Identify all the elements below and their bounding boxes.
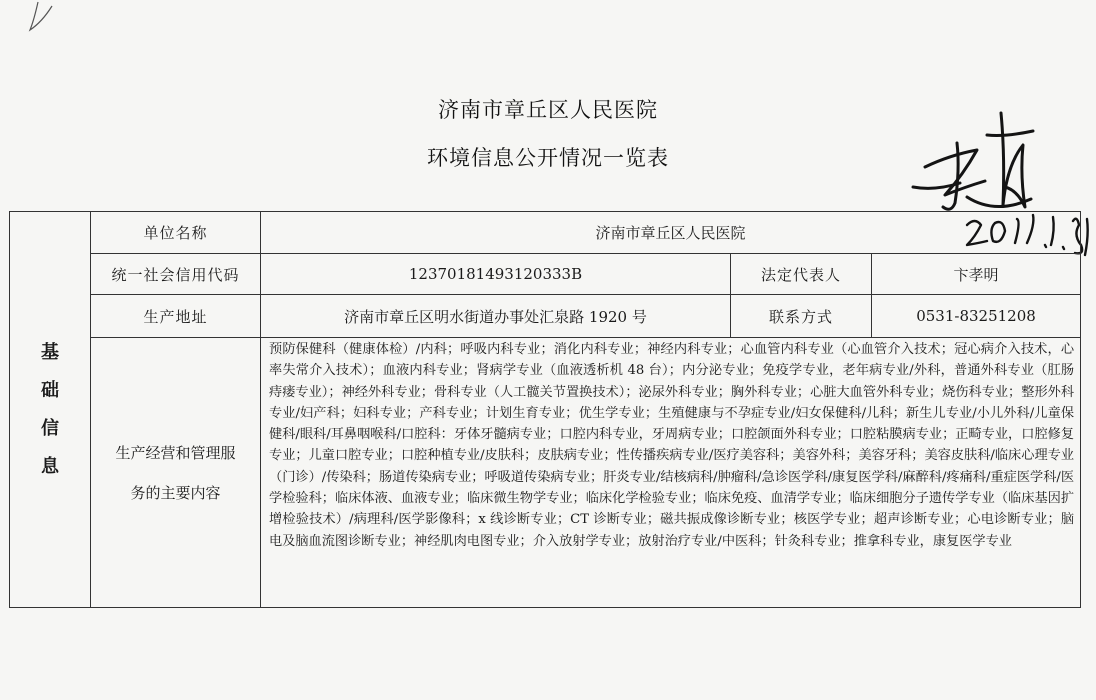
row-address	[10, 295, 1081, 338]
business-scope-content: 预防保健科（健康体检）/内科；呼吸内科专业；消化内科专业；神经内科专业；心血管内科专业（心血管介入技术；冠心病介入技术，心率失常介入技术）；血液内科专业；肾病学专业（血液透析机 48 台）；内分泌专业；免疫学专业，老年病专业/外科，普通外科专业（肛肠痔瘘专业）；神经外科专业；骨科专业（人工髋关节置换技术）；泌尿外科专业；胸外科专业；心脏大血管外科专业；烧伤科专业；整形外科专业/妇产科；妇科专业；产科专业；计划生育专业；优生学专业；生殖健康与不孕症专业/妇女保健科/儿科；新生儿专业/小儿外科/儿童保健科/眼科/耳鼻咽喉科/口腔科：牙体牙髓病专业；口腔内科专业，牙周病专业；口腔颌面外科专业；口腔粘膜病专业；正畸专业，口腔修复专业；儿童口腔专业；口腔种植专业/皮肤科；皮肤病专业；性传播疾病专业/医疗美容科；美容外科；美容牙科；美容皮肤科/临床心理专业（门诊）/传染科；肠道传染病专业；呼吸道传染病专业；肝炎专业/结核病科/肿瘤科/急诊医学科/康复医学科/麻醉科/疼痛科/重症医学科/医学检验科；临床体液、血液专业；临床微生物学专业；临床化学检验专业；临床免疫、血清学专业；临床细胞分子遗传学专业（临床基因扩增检验技术）/病理科/医学影像科；x 线诊断专业；CT 诊断专业；磁共振成像诊断专业；核医学专业；超声诊断专业；心电诊断专业；脑电及脑血流图诊断专业；神经肌肉电图专业；介入放射学专业；放射治疗专业/中医科；针灸科专业；推拿科专业，康复医学专业	[261, 338, 1081, 608]
row-unit-name	[10, 212, 1081, 254]
scan-edge-mark	[0, 0, 60, 50]
unit-name-label: 单位名称	[91, 212, 261, 254]
document-title: 济南市章丘区人民医院	[438, 98, 658, 122]
business-label-line2: 务的主要内容	[130, 483, 221, 502]
contact-value: 0531-83251208	[872, 295, 1081, 338]
unit-name-value: 济南市章丘区人民医院	[261, 212, 1081, 254]
address-value: 济南市章丘区明水街道办事处汇泉路 1920 号	[261, 295, 731, 338]
section-char-4: 息	[41, 455, 59, 477]
contact-label: 联系方式	[731, 295, 872, 338]
section-char-1: 基	[41, 341, 59, 363]
basic-info-table	[9, 211, 1081, 608]
section-char-2: 础	[41, 379, 59, 401]
row-credit-code	[10, 254, 1081, 295]
credit-code-value: 12370181493120333B	[261, 254, 731, 295]
section-label	[10, 212, 91, 608]
document-subtitle: 环境信息公开情况一览表	[427, 146, 669, 170]
legal-rep-label: 法定代表人	[731, 254, 872, 295]
credit-code-label: 统一社会信用代码	[91, 254, 261, 295]
row-business-scope	[10, 338, 1081, 608]
legal-rep-value: 卞孝明	[872, 254, 1081, 295]
address-label: 生产地址	[91, 295, 261, 338]
business-label-line1: 生产经营和管理服	[115, 443, 236, 462]
section-char-3: 信	[41, 417, 59, 439]
business-scope-label	[91, 338, 261, 608]
